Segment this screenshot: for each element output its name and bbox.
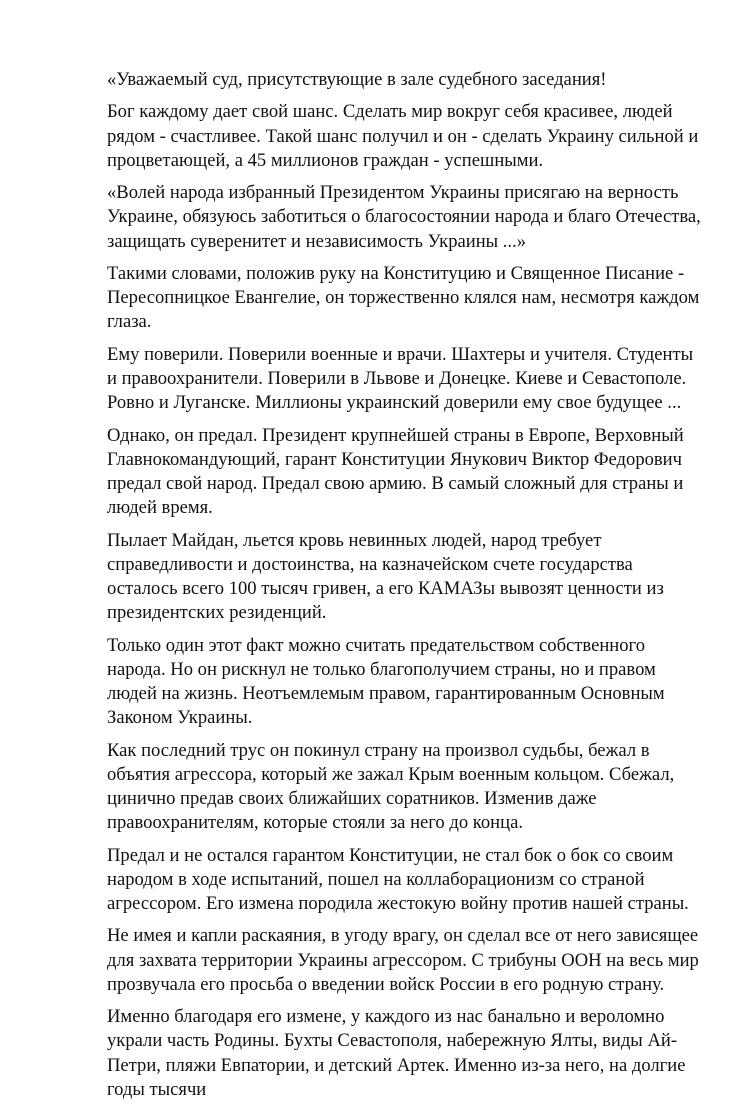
paragraph-chance: Бог каждому дает свой шанс. Сделать мир вокруг себя красивее, людей рядом - счастливее. Такой шанс получил и он - сделать Украину сильной и процветающей, а 45 миллионов граждан - успешными. [107, 101, 699, 171]
document-page [107, 68, 707, 1110]
paragraph-maidan: Пылает Майдан, льется кровь невинных людей, народ требует справедливости и достоинства, на казначейском счете государства осталось всего 100 тысяч гривен, а его КАМАЗы вывозят ценности из президентских резиденций. [107, 529, 664, 624]
paragraph-betrayal: Однако, он предал. Президент крупнейшей страны в Европе, Верховный Главнокомандующий, гарант Конституции Янукович Виктор Федорович предал свой народ. Предал свою армию. В самый сложный для страны и людей время. [107, 424, 684, 519]
paragraph-fact: Только один этот факт можно считать предательством собственного народа. Но он рискнул не только благополучием страны, но и правом людей на жизнь. Неотъемлемым правом, гарантированным Основным Законом Украины. [107, 634, 665, 729]
paragraph-homeland: Именно благодаря его измене, у каждого из нас банально и вероломно украли часть Родины. Бухты Севастополя, набережную Ялты, виды Ай-Петри, пляжи Евпатории, и детский Артек. Именно из-за него, на долгие годы тысячи [107, 1006, 686, 1100]
paragraph-oath-quote: «Волей народа избранный Президентом Украины присягаю на верность Украине, обязуюсь заботиться о благосостоянии народа и благо Отечества, защищать суверенитет и независимость Украины ...» [107, 182, 701, 252]
paragraph-trust: Ему поверили. Поверили военные и врачи. Шахтеры и учителя. Студенты и правоохранители. Поверили в Львове и Донецке. Киеве и Севастополе. Ровно и Луганске. Миллионы украинский доверили ему свое будущее ... [107, 343, 694, 414]
paragraph-oath-ceremony: Такими словами, положив руку на Конституцию и Священное Писание - Пересопницкое Евангелие, он торжественно клялся нам, несмотря каждом глаза. [107, 262, 700, 333]
paragraph-coward: Как последний трус он покинул страну на произвол судьбы, бежал в объятия агрессора, который же зажал Крым военным кольцом. Сбежал, цинично предав своих ближайших соратников. Изменив даже правоохранителям, которые стояли за него до конца. [107, 739, 675, 834]
paragraph-no-remorse: Не имея и капли раскаяния, в угоду врагу, он сделал все от него зависящее для захвата территории Украины агрессором. С трибуны ООН на весь мир прозвучала его просьба о введении войск России в его родную страну. [107, 925, 699, 995]
paragraph-guarantor: Предал и не остался гарантом Конституции, не стал бок о бок со своим народом в ходе испытаний, пошел на коллаборационизм со страной агрессором. Его измена породила жестокую войну против нашей страны. [107, 844, 689, 914]
paragraph-greeting: «Уважаемый суд, присутствующие в зале судебного заседания! [107, 69, 607, 90]
